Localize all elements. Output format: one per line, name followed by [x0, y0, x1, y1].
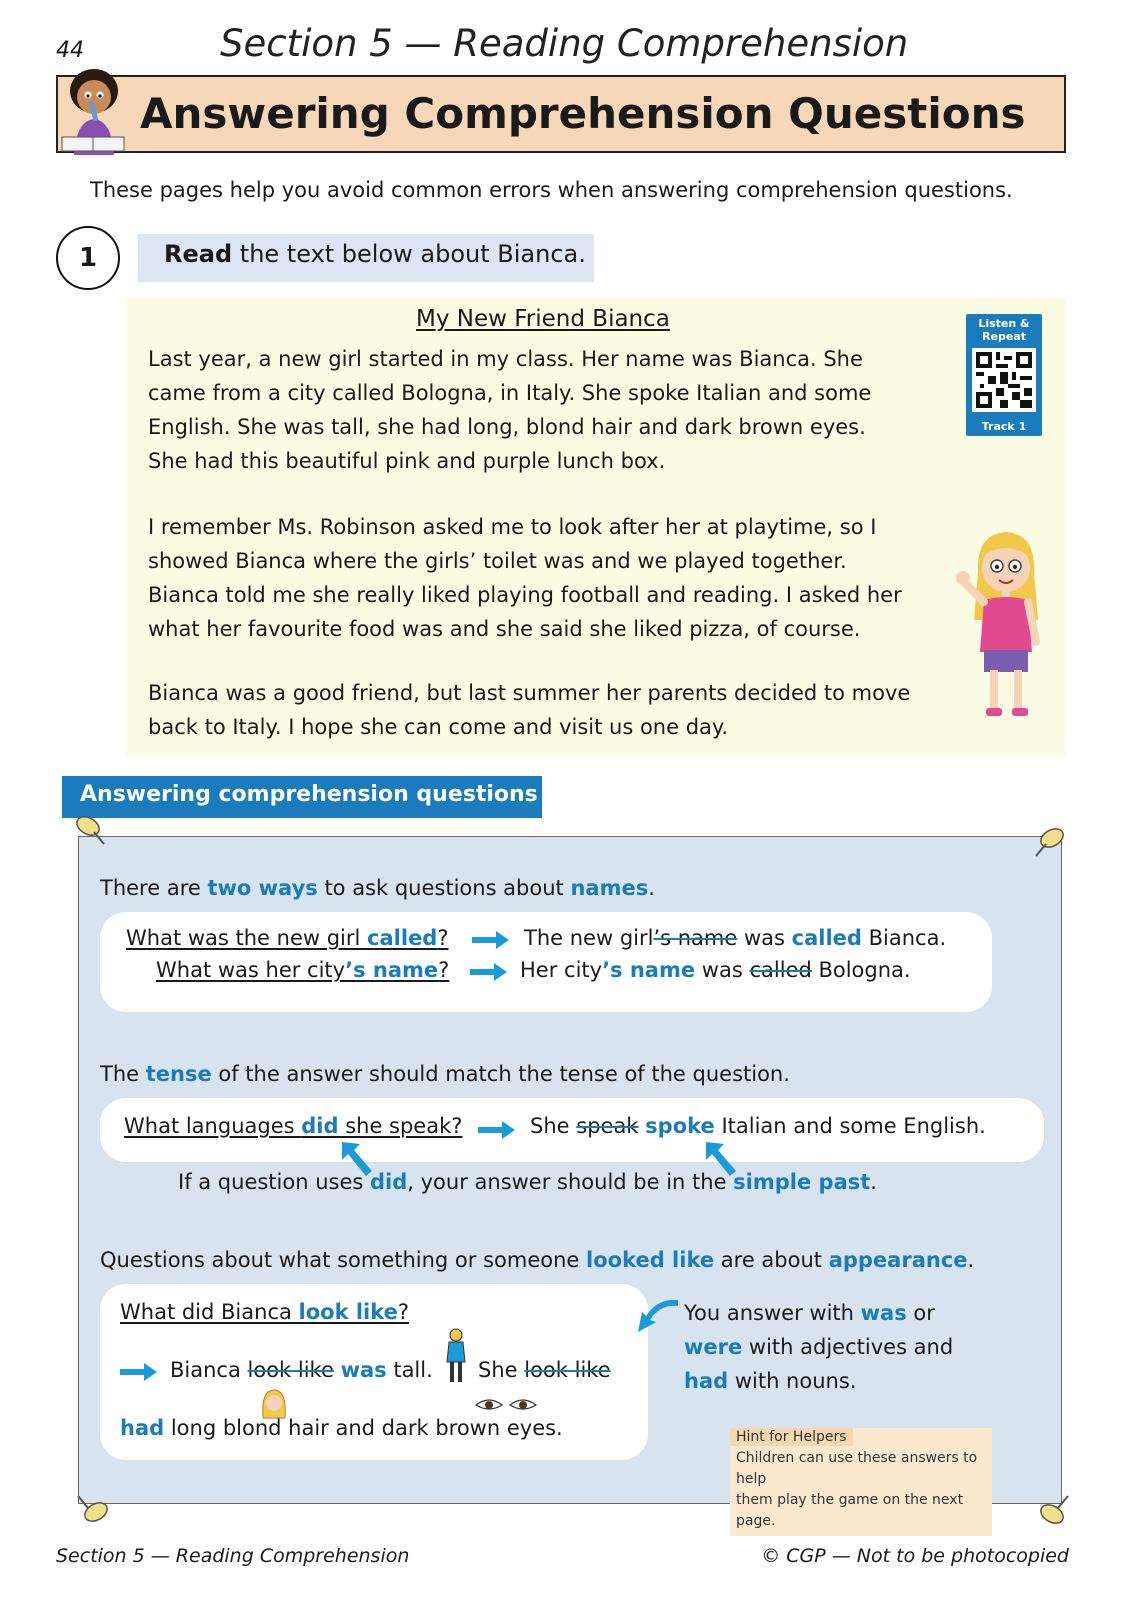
- example-answer: Her city’s name was called Bologna.: [520, 958, 911, 982]
- intro-text: These pages help you avoid common errors when answering comprehension questions.: [90, 178, 1013, 202]
- story-line: what her favourite food was and she said she liked pizza, of course.: [148, 617, 861, 641]
- story-title: My New Friend Bianca: [416, 306, 670, 332]
- arrow-right-icon: [478, 1120, 516, 1140]
- story-line: English. She was tall, she had long, blond hair and dark brown eyes.: [148, 415, 866, 439]
- page-number: 44: [56, 38, 84, 63]
- story-line: She had this beautiful pink and purple lunch box.: [148, 449, 666, 473]
- story-line: back to Italy. I hope she can come and visit us one day.: [148, 715, 729, 739]
- story-line: Bianca told me she really liked playing football and reading. I asked her: [148, 583, 902, 607]
- example-answer: had long blond hair and dark brown eyes.: [120, 1416, 563, 1440]
- story-line: I remember Ms. Robinson asked me to look after her at playtime, so I: [148, 515, 877, 539]
- story-line: Bianca was a good friend, but last summer her parents decided to move: [148, 681, 911, 705]
- listen-label: Listen &: [978, 317, 1030, 330]
- track-label: Track 1: [981, 420, 1027, 433]
- example-question: What was the new girl called?: [126, 926, 449, 950]
- example-question: What languages did she speak?: [124, 1114, 463, 1138]
- story-paragraph-1: [148, 342, 928, 478]
- pin-icon: [70, 1488, 114, 1528]
- arrow-right-icon: [472, 930, 510, 950]
- arrow-curved-icon: [636, 1300, 680, 1334]
- example-names: [100, 912, 992, 1012]
- footer-copyright: © CGP — Not to be photocopied: [761, 1545, 1069, 1567]
- story-line: Last year, a new girl started in my class. Her name was Bianca. She: [148, 347, 863, 371]
- listen-repeat-badge[interactable]: [966, 314, 1042, 436]
- step-number: 1: [56, 226, 120, 290]
- rule-text: .: [648, 876, 655, 900]
- pin-icon: [70, 812, 114, 852]
- instruction-box: [138, 234, 594, 282]
- rule-text: There are: [100, 876, 208, 900]
- rule-text: to ask questions about: [317, 876, 571, 900]
- girl-reading-icon: [54, 65, 134, 155]
- instruction-verb: Read: [164, 240, 233, 268]
- example-answer: She look like: [478, 1358, 611, 1382]
- example-appearance: [100, 1284, 648, 1460]
- tall-person-icon: [444, 1328, 468, 1384]
- example-question: What did Bianca look like?: [120, 1300, 410, 1324]
- arrow-right-icon: [120, 1362, 158, 1382]
- rule-tense: The tense of the answer should match the tense of the question.: [100, 1062, 790, 1086]
- bianca-illustration: [954, 524, 1054, 724]
- simple-past-note: If a question uses did, your answer should be in the simple past.: [178, 1170, 877, 1194]
- arrow-right-icon: [470, 962, 508, 982]
- section-title: Section 5 — Reading Comprehension: [220, 22, 909, 65]
- hint-for-helpers: [730, 1428, 992, 1536]
- pin-icon: [1026, 824, 1070, 864]
- title-banner: [56, 75, 1066, 153]
- story-line: showed Bianca where the girls’ toilet was and we played together.: [148, 549, 847, 573]
- example-answer: Bianca look like was tall.: [170, 1358, 433, 1382]
- story-panel: [126, 298, 1066, 756]
- qr-code-icon: [972, 348, 1036, 412]
- story-paragraph-3: [148, 676, 928, 744]
- rule-appearance: Questions about what something or someone looked like are about appearance.: [100, 1248, 975, 1272]
- pin-icon: [1034, 1490, 1078, 1530]
- footer-section: Section 5 — Reading Comprehension: [56, 1545, 410, 1567]
- answer-note: You answer with was or were with adjectives and had with nouns.: [684, 1301, 954, 1393]
- tip-heading: Answering comprehension questions: [62, 776, 542, 818]
- repeat-label: Repeat: [982, 330, 1026, 343]
- hint-body: Children can use these answers to help them play the game on the next page.: [736, 1450, 978, 1529]
- rule-names: [100, 876, 655, 900]
- example-answer: She speak spoke Italian and some English.: [530, 1114, 986, 1138]
- page-title: Answering Comprehension Questions: [140, 89, 1026, 138]
- instruction-text: the text below about Bianca.: [239, 240, 586, 268]
- hint-title: Hint for Helpers: [730, 1428, 853, 1446]
- story-paragraph-2: [148, 510, 928, 646]
- story-line: came from a city called Bologna, in Italy. She spoke Italian and some: [148, 381, 872, 405]
- brown-eyes-icon: [474, 1396, 540, 1414]
- example-answer: The new girl’s name was called Bianca.: [524, 926, 947, 950]
- rule-highlight: two ways: [207, 876, 318, 900]
- rule-highlight: names: [570, 876, 649, 900]
- example-tense: [100, 1098, 1044, 1162]
- example-question: What was her city’s name?: [156, 958, 450, 982]
